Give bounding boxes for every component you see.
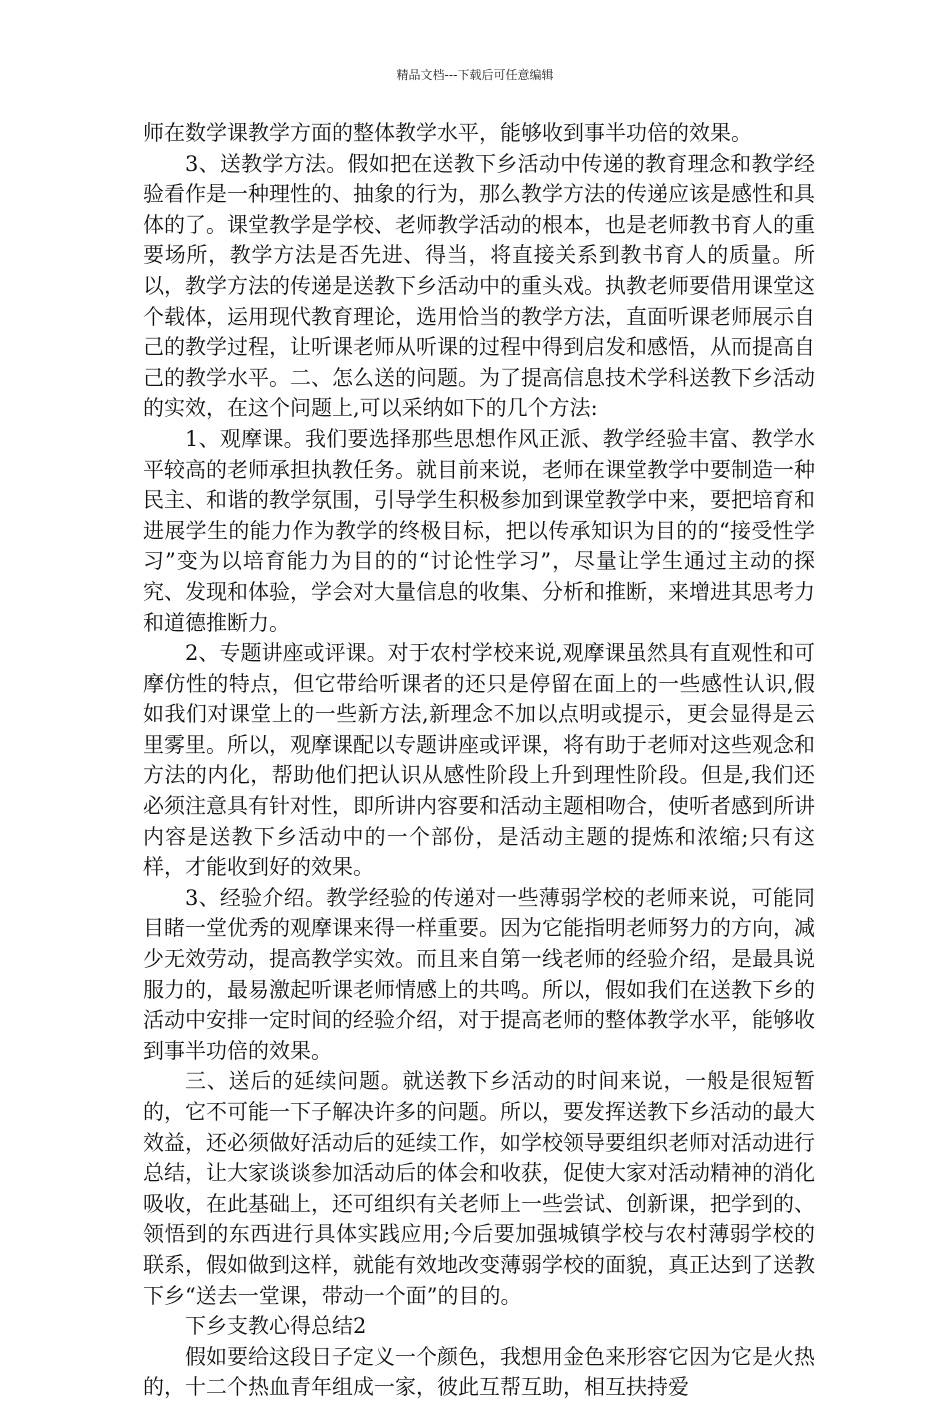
page-header: 精品文档---下载后可任意编辑	[396, 68, 554, 82]
paragraph-continuation: 师在数学课教学方面的整体教学水平，能够收到事半功倍的效果。	[143, 121, 752, 145]
paragraph-teaching-methods: 3、送教学方法。假如把在送教下乡活动中传递的教育理念和教学经验看作是一种理性的、抽象的行为，那么教学方法的传递应该是感性和具体的了。课堂教学是学校、老师教学活动的根本，也是老师教书育人的重要场所，教学方法是否先进、得当，将直接关系到教书育人的质量。所以，教学方法的传递是送教下乡活动中的重头戏。执教老师要借用课堂这个载体，运用现代教育理论，选用恰当的教学方法，直面听课老师展示自己的教学过程，让听课老师从听课的过程中得到启发和感悟，从而提高自己的教学水平。二、怎么送的问题。为了提高信息技术学科送教下乡活动的实效，在这个问题上,可以采纳如下的几个方法:	[143, 151, 815, 421]
paragraph-summary-2: 假如要给这段日子定义一个颜色，我想用金色来形容它因为它是火热的，十二个热血青年组成一家，彼此互帮互助，相互扶持爱	[143, 1344, 815, 1400]
paragraph-lecture-review: 2、专题讲座或评课。对于农村学校来说,观摩课虽然具有直观性和可摩仿性的特点，但它带给听课者的还只是停留在面上的一些感性认识,假如我们对课堂上的一些新方法,新理念不加以点明或提示，更会显得是云里雾里。所以，观摩课配以专题讲座或评课，将有助于老师对这些观念和方法的内化，帮助他们把认识从感性阶段上升到理性阶段。但是,我们还必须注意具有针对性，即所讲内容要和活动主题相吻合，使听者感到所讲内容是送教下乡活动中的一个部份，是活动主题的提炼和浓缩;只有这样，才能收到好的效果。	[143, 641, 815, 880]
paragraph-demo-lesson: 1、观摩课。我们要选择那些思想作风正派、教学经验丰富、教学水平较高的老师承担执教任务。就目前来说，老师在课堂教学中要制造一种民主、和谐的教学氛围，引导学生积极参加到课堂教学中来，要把培育和进展学生的能力作为教学的终极目标，把以传承知识为目的的“接受性学习”变为以培育能力为目的的“讨论性学习”，尽量让学生通过主动的探究、发现和体验，学会对大量信息的收集、分析和推断，来增进其思考力和道德推断力。	[143, 426, 815, 635]
section-heading: 下乡支教心得总结2	[185, 1314, 367, 1339]
paragraph-experience: 3、经验介绍。教学经验的传递对一些薄弱学校的老师来说，可能同目睹一堂优秀的观摩课来得一样重要。因为它能指明老师努力的方向，减少无效劳动，提高教学实效。而且来自第一线老师的经验介绍，是最具说服力的，最易激起听课老师情感上的共鸣。所以，假如我们在送教下乡的活动中安排一定时间的经验介绍，对于提高老师的整体教学水平，能够收到事半功倍的效果。	[143, 885, 815, 1063]
paragraph-follow-up: 三、送后的延续问题。就送教下乡活动的时间来说，一般是很短暂的，它不可能一下子解决许多的问题。所以，要发挥送教下乡活动的最大效益，还必须做好活动后的延续工作，如学校领导要组织老师对活动进行总结，让大家谈谈参加活动后的体会和收获，促使大家对活动精神的消化吸收，在此基础上，还可组织有关老师上一些尝试、创新课，把学到的、领悟到的东西进行具体实践应用;今后要加强城镇学校与农村薄弱学校的联系，假如做到这样，就能有效地改变薄弱学校的面貌，真正达到了送教下乡“送去一堂课，带动一个面”的目的。	[143, 1069, 815, 1308]
document-body	[143, 118, 815, 1403]
